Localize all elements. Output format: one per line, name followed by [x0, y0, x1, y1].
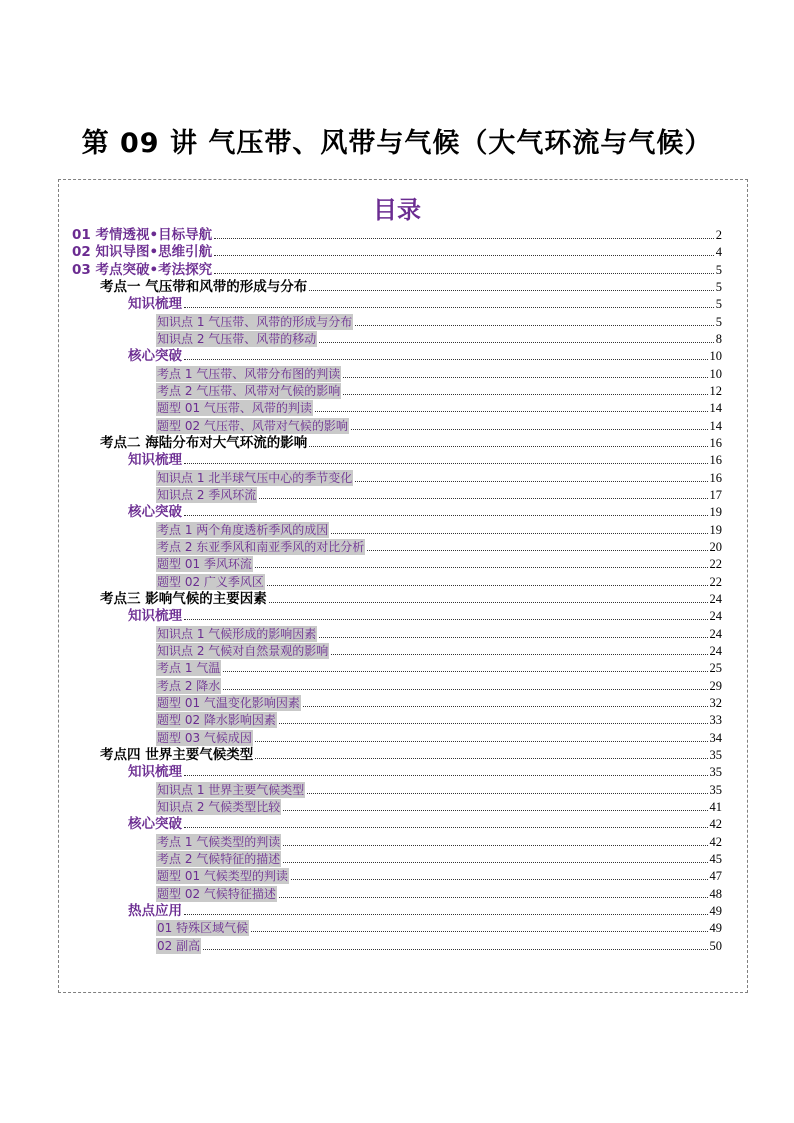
- toc-entry-title: 题型 02 降水影响因素: [157, 713, 276, 728]
- toc-entry[interactable]: [128, 451, 722, 468]
- toc-page-number: 8: [715, 331, 722, 346]
- toc-dot-leader: [309, 446, 707, 447]
- toc-page-number: 22: [709, 574, 722, 589]
- toc-entry[interactable]: [156, 330, 722, 347]
- toc-entry[interactable]: [156, 885, 722, 902]
- toc-page-number: 42: [709, 834, 722, 849]
- toc-entry[interactable]: [156, 729, 722, 746]
- toc-entry[interactable]: [128, 902, 722, 919]
- toc-entry-title: 02 知识导图•思维引航: [72, 244, 213, 261]
- toc-dot-leader: [184, 619, 708, 620]
- toc-entry[interactable]: [128, 607, 722, 624]
- toc-entry[interactable]: [156, 694, 722, 711]
- toc-dot-leader: [283, 845, 707, 846]
- toc-dot-leader: [214, 273, 714, 274]
- toc-dot-leader: [355, 481, 707, 482]
- toc-page-number: 33: [709, 713, 722, 728]
- toc-entry[interactable]: [156, 850, 722, 867]
- toc-entry[interactable]: [156, 642, 722, 659]
- toc-entry[interactable]: [72, 226, 722, 243]
- toc-dot-leader: [184, 463, 708, 464]
- toc-entry-title: 考点 2 降水: [157, 678, 221, 693]
- toc-page-number: 14: [709, 401, 722, 416]
- toc-entry-title: 题型 01 季风环流: [157, 557, 252, 572]
- toc-entry-title: 知识梳理: [128, 608, 182, 625]
- toc-entry-title: 考点 2 东亚季风和南亚季风的对比分析: [157, 539, 365, 554]
- toc-entry-title: 考点一 气压带和风带的形成与分布: [100, 278, 308, 295]
- toc-dot-leader: [184, 307, 714, 308]
- toc-entry[interactable]: [156, 677, 722, 694]
- toc-page-number: 19: [709, 522, 722, 537]
- toc-entry-title: 考点 2 气压带、风带对气候的影响: [157, 383, 341, 398]
- toc-entry[interactable]: [128, 763, 722, 780]
- toc-entry-title: 知识点 1 北半球气压中心的季节变化: [157, 470, 353, 485]
- toc-entry-title: 考点 1 气压带、风带分布图的判读: [157, 366, 341, 381]
- toc-dot-leader: [315, 411, 708, 412]
- toc-dot-leader: [255, 741, 708, 742]
- toc-entry[interactable]: [156, 399, 722, 416]
- toc-page-number: 2: [715, 228, 722, 242]
- toc-entry[interactable]: [156, 573, 722, 590]
- toc-entry[interactable]: [100, 590, 722, 607]
- toc-entry[interactable]: [156, 659, 722, 676]
- toc-page-number: 34: [709, 730, 722, 745]
- toc-entry[interactable]: [156, 625, 722, 642]
- toc-entry-title: 知识点 1 气候形成的影响因素: [157, 626, 317, 641]
- toc-dot-leader: [184, 515, 708, 516]
- toc-entry[interactable]: [128, 347, 722, 364]
- toc-entry-title: 知识点 2 季风环流: [157, 487, 257, 502]
- toc-entry[interactable]: [156, 365, 722, 382]
- toc-page-number: 49: [709, 921, 722, 936]
- toc-entry[interactable]: [156, 833, 722, 850]
- toc-entry[interactable]: [156, 919, 722, 936]
- toc-entry-title: 考点二 海陆分布对大气环流的影响: [100, 434, 308, 451]
- toc-page-number: 16: [709, 470, 722, 485]
- toc-entry-title: 知识点 2 气候对自然景观的影响: [157, 643, 329, 658]
- toc-page-number: 20: [709, 539, 722, 554]
- toc-page-number: 5: [715, 297, 722, 312]
- toc-entry[interactable]: [156, 711, 722, 728]
- toc-entry-title: 知识梳理: [128, 296, 182, 313]
- page-title: 第 09 讲 气压带、风带与气候（大气环流与气候）: [81, 128, 713, 159]
- toc-entry[interactable]: [156, 469, 722, 486]
- toc-entry[interactable]: [128, 295, 722, 312]
- toc-entry-title: 题型 01 气压带、风带的判读: [157, 401, 312, 416]
- toc-page-number: 35: [709, 747, 722, 762]
- toc-dot-leader: [214, 238, 714, 239]
- toc-page-number: 22: [709, 557, 722, 572]
- toc-dot-leader: [267, 585, 708, 586]
- toc-entry[interactable]: [128, 503, 722, 520]
- toc-entry[interactable]: [156, 521, 722, 538]
- toc-dot-leader: [283, 810, 707, 811]
- toc-page-number: 48: [709, 886, 722, 901]
- toc-dot-leader: [279, 897, 708, 898]
- toc-dot-leader: [251, 931, 707, 932]
- toc-dot-leader: [343, 377, 707, 378]
- toc-entry[interactable]: [100, 434, 722, 451]
- toc-page-number: 35: [709, 765, 722, 780]
- toc-page-number: 32: [709, 695, 722, 710]
- toc-page-number: 29: [709, 678, 722, 693]
- toc-entry[interactable]: [156, 937, 722, 954]
- toc-entry-title: 题型 01 气温变化影响因素: [157, 695, 300, 710]
- toc-dot-leader: [355, 325, 713, 326]
- toc-dot-leader: [255, 758, 707, 759]
- toc-entry-title: 01 考情透视•目标导航: [72, 227, 213, 243]
- toc-entry[interactable]: [156, 382, 722, 399]
- toc-entry[interactable]: [156, 781, 722, 798]
- toc-entry-title: 考点 1 两个角度透析季风的成因: [157, 522, 329, 537]
- toc-dot-leader: [291, 879, 708, 880]
- toc-entry-title: 01 特殊区域气候: [157, 921, 249, 936]
- toc-entry-title: 核心突破: [128, 504, 182, 521]
- toc-entry-title: 考点 1 气温: [157, 661, 221, 676]
- toc-dot-leader: [283, 862, 707, 863]
- toc-dot-leader: [203, 949, 707, 950]
- toc-entry-title: 核心突破: [128, 348, 182, 365]
- toc-entry[interactable]: [156, 417, 722, 434]
- toc-dot-leader: [269, 602, 708, 603]
- toc-entry[interactable]: [156, 867, 722, 884]
- toc-dot-leader: [343, 394, 707, 395]
- toc-page-number: 50: [709, 938, 722, 953]
- toc-entry[interactable]: [128, 815, 722, 832]
- toc-page-number: 35: [709, 782, 722, 797]
- toc-page-number: 16: [709, 435, 722, 450]
- toc-page-number: 17: [709, 487, 722, 502]
- toc-dot-leader: [184, 827, 708, 828]
- toc-page-number: 5: [715, 279, 722, 294]
- toc-entry[interactable]: [156, 313, 722, 330]
- toc-dot-leader: [184, 359, 708, 360]
- toc-page-number: 14: [709, 418, 722, 433]
- toc-entry-title: 题型 01 气候类型的判读: [157, 869, 288, 884]
- toc-entry-title: 题型 02 气压带、风带对气候的影响: [157, 418, 348, 433]
- toc-entry[interactable]: [72, 243, 722, 260]
- toc-page-number: 47: [709, 869, 722, 884]
- toc-dot-leader: [331, 533, 707, 534]
- toc-page-number: 24: [709, 609, 722, 624]
- toc-entry[interactable]: [156, 538, 722, 555]
- toc-dot-leader: [259, 498, 707, 499]
- toc-entry[interactable]: [100, 746, 722, 763]
- toc-entry-title: 知识梳理: [128, 452, 182, 469]
- toc-page-number: 19: [709, 505, 722, 520]
- toc-dot-leader: [309, 290, 714, 291]
- toc-entry-title: 考点 1 气候类型的判读: [157, 834, 281, 849]
- toc-dot-leader: [214, 255, 714, 256]
- toc-entry-title: 02 副高: [157, 938, 201, 953]
- toc-entry[interactable]: [156, 798, 722, 815]
- toc-entry-title: 考点三 影响气候的主要因素: [100, 590, 267, 607]
- toc-page-number: 25: [709, 661, 722, 676]
- toc-page-number: 4: [715, 245, 722, 260]
- toc-dot-leader: [255, 567, 708, 568]
- toc-entry-title: 题型 02 气候特征描述: [157, 886, 276, 901]
- toc-entry-title: 考点四 世界主要气候类型: [100, 746, 254, 763]
- toc-page-number: 10: [709, 366, 722, 381]
- toc-entry[interactable]: [156, 486, 722, 503]
- toc-entry[interactable]: [100, 278, 722, 295]
- toc-page-number: 10: [709, 349, 722, 364]
- toc-heading: 目录: [373, 196, 421, 224]
- toc-entry-title: 知识梳理: [128, 764, 182, 781]
- toc-entry[interactable]: [72, 261, 722, 278]
- toc-dot-leader: [331, 654, 707, 655]
- toc-dot-leader: [367, 550, 707, 551]
- toc-page-number: 41: [709, 799, 722, 814]
- toc-entry-title: 知识点 1 气压带、风带的形成与分布: [157, 314, 353, 329]
- toc-entry-title: 题型 02 广义季风区: [157, 574, 264, 589]
- toc-entry-title: 知识点 2 气候类型比较: [157, 799, 281, 814]
- toc-dot-leader: [319, 637, 707, 638]
- toc-page-number: 24: [709, 643, 722, 658]
- toc-entry-title: 考点 2 气候特征的描述: [157, 851, 281, 866]
- toc-page-number: 45: [709, 851, 722, 866]
- toc-page-number: 5: [715, 314, 722, 329]
- toc-dot-leader: [184, 914, 708, 915]
- toc-dot-leader: [351, 429, 708, 430]
- toc-dot-leader: [319, 342, 713, 343]
- toc-entry-title: 核心突破: [128, 816, 182, 833]
- toc-page-number: 24: [709, 626, 722, 641]
- toc-entry[interactable]: [156, 555, 722, 572]
- toc-entry-title: 03 考点突破•考法探究: [72, 261, 213, 278]
- toc-entry-title: 知识点 1 世界主要气候类型: [157, 782, 305, 797]
- toc-entry-title: 题型 03 气候成因: [157, 730, 252, 745]
- toc-page-number: 49: [709, 903, 722, 918]
- toc-dot-leader: [223, 689, 707, 690]
- toc-entry-title: 热点应用: [128, 902, 182, 919]
- toc-entry-title: 知识点 2 气压带、风带的移动: [157, 331, 317, 346]
- toc-dot-leader: [303, 706, 708, 707]
- toc-page-number: 5: [715, 262, 722, 277]
- toc-dot-leader: [223, 671, 707, 672]
- toc-page-number: 16: [709, 453, 722, 468]
- toc-dot-leader: [184, 775, 708, 776]
- toc-page-number: 42: [709, 817, 722, 832]
- toc-dot-leader: [307, 793, 707, 794]
- toc-page-number: 24: [709, 591, 722, 606]
- toc-page-number: 12: [709, 383, 722, 398]
- toc-dot-leader: [279, 723, 708, 724]
